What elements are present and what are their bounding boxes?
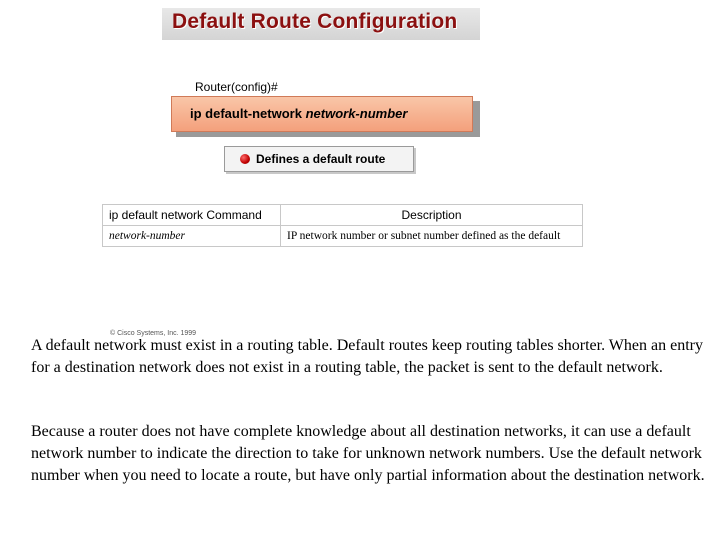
table-header-description: Description <box>281 205 583 226</box>
table-row <box>103 226 583 247</box>
page-title: Default Route Configuration <box>172 10 458 33</box>
router-prompt: Router(config)# <box>195 80 278 94</box>
copyright-notice: © Cisco Systems, Inc. 1999 <box>110 330 197 337</box>
legend-label: Defines a default route <box>256 152 386 166</box>
body-paragraph-2: Because a router does not have complete knowledge about all destination networks, it can use a default network number to indicate the direction to take for unknown network numbers. Use the default network number when you need to locate a route, but have only partial information about the destination network. <box>31 423 705 484</box>
body-paragraph-1: A default network must exist in a routing table. Default routes keep routing tables shorter. When an entry for a destination network does not exist in a routing table, the packet is sent to the default network. <box>31 337 703 376</box>
red-bullet-icon <box>240 154 250 164</box>
table-header-row <box>103 205 583 226</box>
table-cell-argument: network-number <box>103 226 281 247</box>
command-table <box>102 204 583 247</box>
command-argument: network-number <box>305 106 408 121</box>
command-syntax <box>190 106 407 121</box>
command-keyword: ip default-network <box>190 106 302 121</box>
table-cell-description: IP network number or subnet number defined as the default <box>281 226 583 247</box>
table-header-command: ip default network Command <box>103 205 281 226</box>
